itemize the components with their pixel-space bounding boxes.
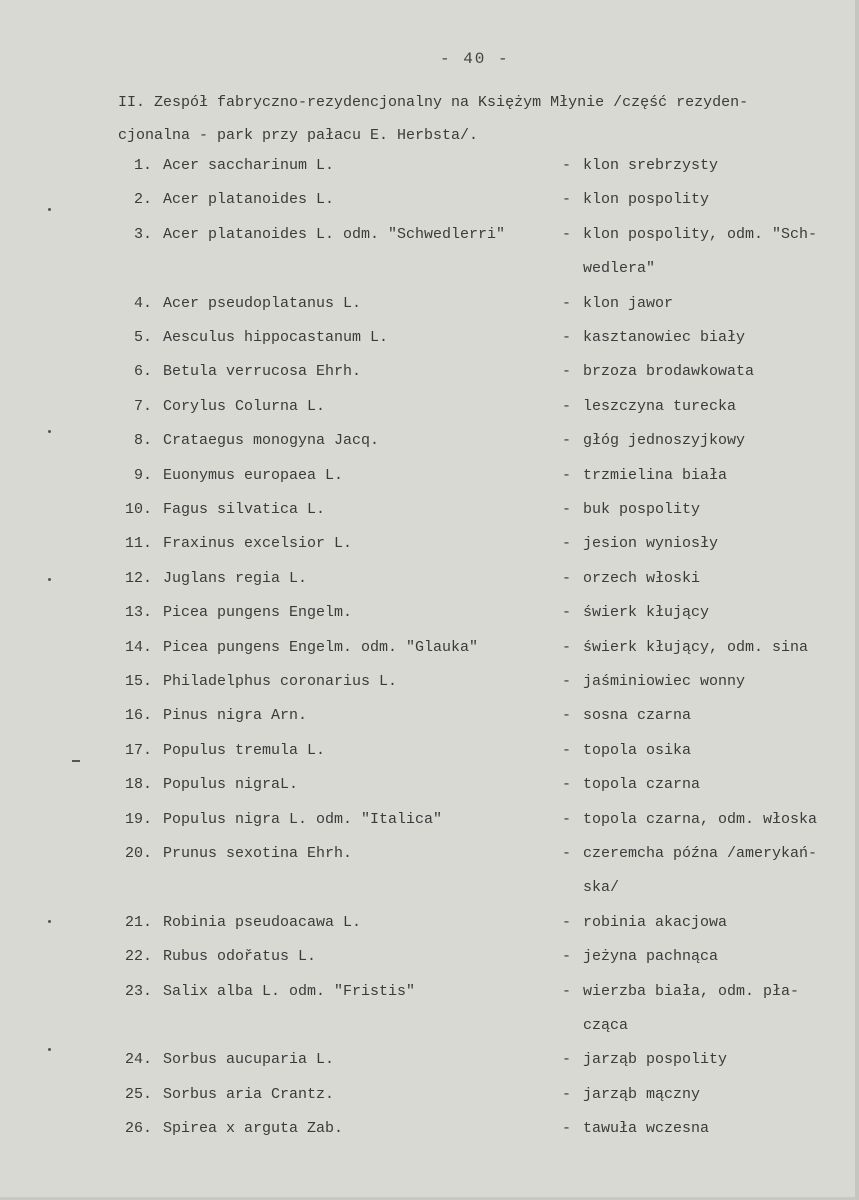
polish-name: klon jawor	[583, 294, 674, 312]
separator-dash: -	[562, 741, 572, 759]
item-number: 3.	[133, 225, 152, 243]
item-number: 9.	[133, 466, 152, 484]
separator-dash: -	[562, 569, 572, 587]
page-number: - 40 -	[440, 50, 510, 68]
polish-name-continuation: ska/	[583, 879, 620, 896]
separator-dash: -	[562, 329, 572, 346]
latin-name: Fraxinus excelsior L.	[163, 535, 353, 553]
item-number: 11.	[124, 535, 152, 553]
list-item	[0, 631, 859, 665]
latin-name: Populus tremula L.	[163, 741, 326, 759]
polish-name: orzech włoski	[583, 569, 701, 587]
item-number: 15.	[124, 673, 152, 690]
polish-name: klon pospolity	[583, 191, 710, 209]
list-item	[0, 975, 859, 1034]
separator-dash: -	[562, 157, 572, 174]
polish-name: jeżyna pachnąca	[583, 948, 719, 966]
latin-name: Fagus silvatica L.	[163, 501, 326, 518]
list-item	[0, 1112, 859, 1146]
list-item	[0, 734, 859, 768]
polish-name: robinia akacjowa	[583, 913, 728, 931]
list-item	[0, 527, 859, 561]
list-item	[0, 562, 859, 596]
latin-name: Juglans regia L.	[163, 569, 308, 587]
latin-name: Populus nigra L. odm. "Italica"	[163, 810, 443, 828]
polish-name: kasztanowiec biały	[583, 329, 746, 346]
latin-name: Euonymus europaea L.	[163, 466, 344, 484]
item-number: 6.	[133, 363, 152, 381]
separator-dash: -	[562, 501, 572, 518]
separator-dash: -	[562, 363, 572, 381]
separator-dash: -	[562, 638, 572, 656]
latin-name: Robinia pseudoacawa L.	[163, 913, 362, 931]
margin-mark	[48, 208, 51, 211]
latin-name: Betula verrucosa Ehrh.	[163, 363, 362, 381]
item-number: 12.	[124, 569, 152, 587]
list-item	[0, 906, 859, 940]
polish-name: jesion wyniosły	[583, 535, 719, 553]
latin-name: Rubus odořatus L.	[163, 948, 317, 966]
item-number: 8.	[133, 432, 152, 450]
latin-name: Populus nigraL.	[163, 776, 299, 794]
list-item	[0, 940, 859, 974]
separator-dash: -	[562, 225, 572, 243]
list-item	[0, 149, 859, 183]
item-number: 17.	[124, 741, 152, 759]
separator-dash: -	[562, 810, 572, 828]
latin-name: Pinus nigra Arn.	[163, 707, 308, 725]
item-number: 4.	[133, 294, 152, 312]
item-number: 16.	[124, 707, 152, 725]
list-item	[0, 459, 859, 493]
latin-name: Picea pungens Engelm.	[163, 604, 353, 622]
item-number: 13.	[124, 604, 152, 622]
latin-name: Corylus Colurna L.	[163, 397, 326, 415]
item-number: 20.	[124, 845, 152, 862]
polish-name: świerk kłujący, odm. sina	[583, 638, 809, 656]
item-number: 10.	[124, 501, 152, 518]
latin-name: Philadelphus coronarius L.	[163, 673, 398, 690]
section-heading	[118, 86, 833, 152]
separator-dash: -	[562, 673, 572, 690]
latin-name: Acer platanoides L.	[163, 191, 335, 209]
separator-dash: -	[562, 707, 572, 725]
latin-name: Sorbus aria Crantz.	[163, 1085, 335, 1103]
polish-name: leszczyna turecka	[583, 397, 737, 415]
list-item	[0, 424, 859, 458]
list-item	[0, 218, 859, 277]
latin-name: Prunus sexotina Ehrh.	[163, 845, 353, 862]
item-number: 5.	[133, 329, 152, 346]
polish-name: świerk kłujący	[583, 604, 710, 622]
polish-name: topola czarna	[583, 776, 701, 794]
separator-dash: -	[562, 397, 572, 415]
margin-mark	[72, 760, 80, 762]
item-number: 19.	[124, 810, 152, 828]
item-number: 2.	[133, 191, 152, 209]
latin-name: Crataegus monogyna Jacq.	[163, 432, 380, 450]
item-number: 21.	[124, 913, 152, 931]
item-number: 1.	[133, 157, 152, 174]
section-heading-line-1: II. Zespół fabryczno-rezydencjonalny na Księżym Młynie /część rezyden-	[118, 94, 749, 111]
polish-name-continuation: cząca	[583, 1016, 629, 1034]
polish-name: wierzba biała, odm. pła-	[583, 982, 800, 1000]
item-number: 7.	[133, 397, 152, 415]
item-number: 24.	[124, 1051, 152, 1069]
list-item	[0, 803, 859, 837]
item-number: 18.	[124, 776, 152, 794]
latin-name: Sorbus aucuparia L.	[163, 1051, 335, 1069]
latin-name: Acer platanoides L. odm. "Schwedlerri"	[163, 225, 506, 243]
margin-mark	[48, 578, 51, 581]
polish-name: klon srebrzysty	[583, 157, 719, 174]
list-item	[0, 596, 859, 630]
separator-dash: -	[562, 948, 572, 966]
polish-name-continuation: wedlera"	[583, 259, 656, 277]
polish-name: buk pospolity	[583, 501, 701, 518]
polish-name: topola osika	[583, 741, 692, 759]
polish-name: trzmielina biała	[583, 466, 728, 484]
item-number: 23.	[124, 982, 152, 1000]
separator-dash: -	[562, 1085, 572, 1103]
margin-mark	[48, 1048, 51, 1051]
latin-name: Salix alba L. odm. "Fristis"	[163, 982, 416, 1000]
item-number: 26.	[124, 1120, 152, 1138]
polish-name: jaśminiowiec wonny	[583, 673, 746, 690]
polish-name: brzoza brodawkowata	[583, 363, 755, 381]
separator-dash: -	[562, 535, 572, 553]
latin-name: Aesculus hippocastanum L.	[163, 329, 389, 346]
separator-dash: -	[562, 1051, 572, 1069]
polish-name: sosna czarna	[583, 707, 692, 725]
section-heading-line-2: cjonalna - park przy pałacu E. Herbsta/.	[118, 127, 479, 144]
list-item	[0, 1078, 859, 1112]
polish-name: tawuła wczesna	[583, 1120, 710, 1138]
list-item	[0, 321, 859, 355]
list-item	[0, 837, 859, 896]
list-item	[0, 665, 859, 699]
list-item	[0, 768, 859, 802]
separator-dash: -	[562, 466, 572, 484]
margin-mark	[48, 430, 51, 433]
polish-name: czeremcha późna /amerykań-	[583, 845, 818, 862]
list-item	[0, 493, 859, 527]
separator-dash: -	[562, 432, 572, 450]
margin-mark	[48, 920, 51, 923]
separator-dash: -	[562, 191, 572, 209]
list-item	[0, 390, 859, 424]
item-number: 25.	[124, 1085, 152, 1103]
latin-name: Picea pungens Engelm. odm. "Glauka"	[163, 638, 479, 656]
polish-name: jarząb pospolity	[583, 1051, 728, 1069]
separator-dash: -	[562, 845, 572, 862]
list-item	[0, 287, 859, 321]
latin-name: Spirea x arguta Zab.	[163, 1120, 344, 1138]
separator-dash: -	[562, 913, 572, 931]
separator-dash: -	[562, 294, 572, 312]
separator-dash: -	[562, 604, 572, 622]
item-number: 22.	[124, 948, 152, 966]
polish-name: topola czarna, odm. włoska	[583, 810, 818, 828]
latin-name: Acer pseudoplatanus L.	[163, 294, 362, 312]
list-item	[0, 1043, 859, 1077]
list-item	[0, 699, 859, 733]
separator-dash: -	[562, 982, 572, 1000]
polish-name: klon pospolity, odm. "Sch-	[583, 225, 818, 243]
separator-dash: -	[562, 1120, 572, 1138]
list-item	[0, 183, 859, 217]
item-number: 14.	[124, 638, 152, 656]
list-item	[0, 355, 859, 389]
polish-name: jarząb mączny	[583, 1085, 701, 1103]
polish-name: głóg jednoszyjkowy	[583, 432, 746, 450]
separator-dash: -	[562, 776, 572, 794]
latin-name: Acer saccharinum L.	[163, 157, 335, 174]
